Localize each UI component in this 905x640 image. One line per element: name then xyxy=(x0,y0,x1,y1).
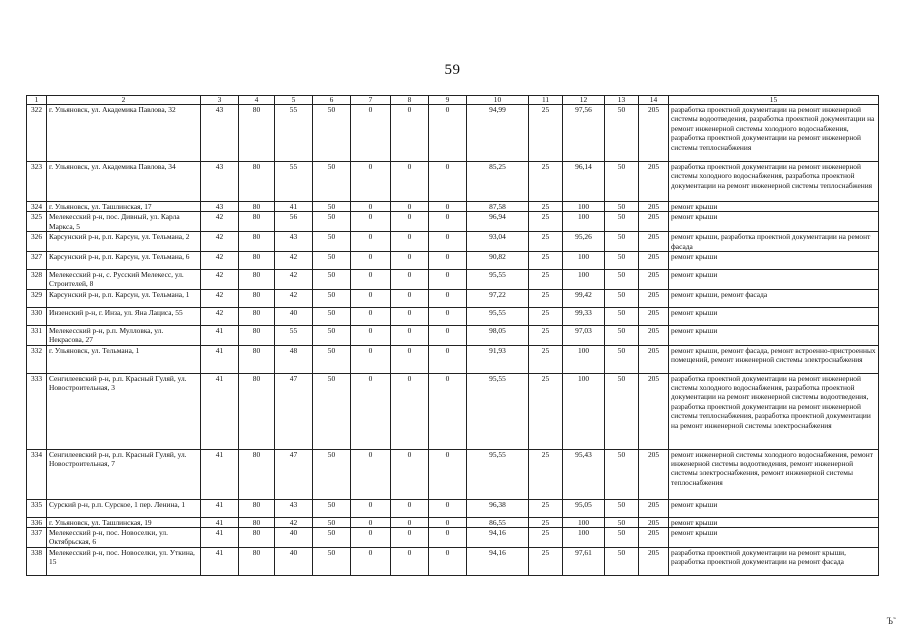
works-cell: ремонт крыши xyxy=(669,307,879,325)
col5-cell: 56 xyxy=(275,212,313,232)
row-number: 333 xyxy=(27,373,47,449)
column-header: 13 xyxy=(605,96,639,105)
col9-cell: 0 xyxy=(429,162,467,202)
col7-cell: 0 xyxy=(351,325,391,345)
col12-cell: 100 xyxy=(563,202,605,212)
col14-cell: 205 xyxy=(639,162,669,202)
col14-cell: 205 xyxy=(639,232,669,252)
row-number: 336 xyxy=(27,517,47,527)
col12-cell: 96,14 xyxy=(563,162,605,202)
page-number: 59 xyxy=(444,62,461,78)
col9-cell: 0 xyxy=(429,202,467,212)
col13-cell: 50 xyxy=(605,270,639,290)
works-cell: ремонт крыши xyxy=(669,270,879,290)
col6-cell: 50 xyxy=(313,499,351,517)
col5-cell: 41 xyxy=(275,202,313,212)
col4-cell: 80 xyxy=(239,345,275,373)
column-header: 7 xyxy=(351,96,391,105)
col8-cell: 0 xyxy=(391,105,429,162)
address-cell: Сенгилеевский р-н, р.п. Красный Гуляй, ул. Новостроительная, 7 xyxy=(47,449,201,499)
col6-cell: 50 xyxy=(313,449,351,499)
col10-cell: 96,94 xyxy=(467,212,529,232)
col3-cell: 42 xyxy=(201,289,239,307)
col12-cell: 100 xyxy=(563,528,605,548)
address-cell: г. Ульяновск, ул. Тельмана, 1 xyxy=(47,345,201,373)
col13-cell: 50 xyxy=(605,345,639,373)
col10-cell: 94,99 xyxy=(467,105,529,162)
works-cell: ремонт крыши xyxy=(669,499,879,517)
col10-cell: 95,55 xyxy=(467,449,529,499)
col3-cell: 41 xyxy=(201,517,239,527)
col5-cell: 42 xyxy=(275,270,313,290)
row-number: 338 xyxy=(27,547,47,575)
col8-cell: 0 xyxy=(391,270,429,290)
col9-cell: 0 xyxy=(429,325,467,345)
address-cell: Мелекесский р-н, пос. Новоселки, ул. Октябрьская, 6 xyxy=(47,528,201,548)
col7-cell: 0 xyxy=(351,547,391,575)
col3-cell: 41 xyxy=(201,499,239,517)
col13-cell: 50 xyxy=(605,449,639,499)
address-cell: г. Ульяновск, ул. Ташлинская, 17 xyxy=(47,202,201,212)
col7-cell: 0 xyxy=(351,517,391,527)
col8-cell: 0 xyxy=(391,289,429,307)
table-row xyxy=(27,517,879,527)
col6-cell: 50 xyxy=(313,373,351,449)
table-row xyxy=(27,289,879,307)
col8-cell: 0 xyxy=(391,162,429,202)
col10-cell: 90,82 xyxy=(467,252,529,270)
col4-cell: 80 xyxy=(239,449,275,499)
col7-cell: 0 xyxy=(351,252,391,270)
col14-cell: 205 xyxy=(639,547,669,575)
table-row xyxy=(27,528,879,548)
col7-cell: 0 xyxy=(351,307,391,325)
col10-cell: 86,55 xyxy=(467,517,529,527)
col5-cell: 40 xyxy=(275,307,313,325)
col3-cell: 41 xyxy=(201,528,239,548)
col3-cell: 41 xyxy=(201,345,239,373)
column-header: 11 xyxy=(529,96,563,105)
col10-cell: 85,25 xyxy=(467,162,529,202)
table-row xyxy=(27,449,879,499)
corner-mark: Ъ̃ xyxy=(886,616,893,626)
table-row xyxy=(27,232,879,252)
col11-cell: 25 xyxy=(529,202,563,212)
col14-cell: 205 xyxy=(639,270,669,290)
col3-cell: 41 xyxy=(201,449,239,499)
works-cell: ремонт крыши xyxy=(669,325,879,345)
col6-cell: 50 xyxy=(313,307,351,325)
col5-cell: 47 xyxy=(275,373,313,449)
col3-cell: 42 xyxy=(201,232,239,252)
column-header: 14 xyxy=(639,96,669,105)
header-row xyxy=(27,96,879,105)
row-number: 332 xyxy=(27,345,47,373)
col7-cell: 0 xyxy=(351,373,391,449)
col11-cell: 25 xyxy=(529,212,563,232)
column-header: 15 xyxy=(669,96,879,105)
col5-cell: 47 xyxy=(275,449,313,499)
works-cell: ремонт крыши xyxy=(669,252,879,270)
col13-cell: 50 xyxy=(605,325,639,345)
col8-cell: 0 xyxy=(391,345,429,373)
col10-cell: 93,04 xyxy=(467,232,529,252)
col14-cell: 205 xyxy=(639,252,669,270)
col9-cell: 0 xyxy=(429,528,467,548)
address-cell: Карсунский р-н, р.п. Карсун, ул. Тельмана, 1 xyxy=(47,289,201,307)
address-cell: Мелекесский р-н, р.п. Мулловка, ул. Некрасова, 27 xyxy=(47,325,201,345)
works-cell: разработка проектной документации на ремонт инженерной системы холодного водоснабжения, разработка проектной документации на ремонт инженерной системы водоотведения, разработка проектной документации на ремонт инженерной системы теплоснабжения, разработка проектной документации на ремонт инженерной системы электроснабжения xyxy=(669,373,879,449)
col8-cell: 0 xyxy=(391,499,429,517)
col6-cell: 50 xyxy=(313,202,351,212)
col11-cell: 25 xyxy=(529,270,563,290)
col14-cell: 205 xyxy=(639,202,669,212)
col4-cell: 80 xyxy=(239,528,275,548)
col6-cell: 50 xyxy=(313,162,351,202)
col3-cell: 42 xyxy=(201,307,239,325)
col4-cell: 80 xyxy=(239,307,275,325)
col12-cell: 100 xyxy=(563,252,605,270)
col7-cell: 0 xyxy=(351,232,391,252)
works-cell: ремонт крыши, разработка проектной документации на ремонт фасада xyxy=(669,232,879,252)
col10-cell: 87,58 xyxy=(467,202,529,212)
col5-cell: 42 xyxy=(275,289,313,307)
works-cell: ремонт крыши, ремонт фасада, ремонт встроенно-пристроенных помещений, ремонт инженерной системы электроснабжения xyxy=(669,345,879,373)
works-cell: ремонт крыши xyxy=(669,212,879,232)
col9-cell: 0 xyxy=(429,547,467,575)
col10-cell: 91,93 xyxy=(467,345,529,373)
col4-cell: 80 xyxy=(239,547,275,575)
col9-cell: 0 xyxy=(429,449,467,499)
col14-cell: 205 xyxy=(639,307,669,325)
col9-cell: 0 xyxy=(429,270,467,290)
col4-cell: 80 xyxy=(239,162,275,202)
row-number: 330 xyxy=(27,307,47,325)
col5-cell: 55 xyxy=(275,162,313,202)
col9-cell: 0 xyxy=(429,373,467,449)
col3-cell: 42 xyxy=(201,252,239,270)
col11-cell: 25 xyxy=(529,449,563,499)
col9-cell: 0 xyxy=(429,499,467,517)
col10-cell: 98,05 xyxy=(467,325,529,345)
col6-cell: 50 xyxy=(313,232,351,252)
col6-cell: 50 xyxy=(313,345,351,373)
col8-cell: 0 xyxy=(391,202,429,212)
column-header: 6 xyxy=(313,96,351,105)
col8-cell: 0 xyxy=(391,212,429,232)
works-cell: ремонт крыши xyxy=(669,202,879,212)
col14-cell: 205 xyxy=(639,345,669,373)
col12-cell: 99,33 xyxy=(563,307,605,325)
col13-cell: 50 xyxy=(605,232,639,252)
works-cell: разработка проектной документации на ремонт инженерной системы водоотведения, разработка проектной документации на ремонт инженерной системы холодного водоснабжения, разработка проектной документации на ремонт инженерной системы теплоснабжения xyxy=(669,105,879,162)
table-body xyxy=(27,105,879,576)
col5-cell: 42 xyxy=(275,252,313,270)
col11-cell: 25 xyxy=(529,547,563,575)
col11-cell: 25 xyxy=(529,162,563,202)
col13-cell: 50 xyxy=(605,499,639,517)
col11-cell: 25 xyxy=(529,528,563,548)
col14-cell: 205 xyxy=(639,517,669,527)
col12-cell: 95,43 xyxy=(563,449,605,499)
col7-cell: 0 xyxy=(351,105,391,162)
col4-cell: 80 xyxy=(239,105,275,162)
col6-cell: 50 xyxy=(313,252,351,270)
col3-cell: 41 xyxy=(201,547,239,575)
col12-cell: 95,26 xyxy=(563,232,605,252)
col10-cell: 96,38 xyxy=(467,499,529,517)
col7-cell: 0 xyxy=(351,270,391,290)
col12-cell: 100 xyxy=(563,212,605,232)
address-cell: Карсунский р-н, р.п. Карсун, ул. Тельмана, 6 xyxy=(47,252,201,270)
col4-cell: 80 xyxy=(239,517,275,527)
works-cell: разработка проектной документации на ремонт инженерной системы холодного водоснабжения, разработка проектной документации на ремонт инженерной системы теплоснабжения xyxy=(669,162,879,202)
col7-cell: 0 xyxy=(351,449,391,499)
col7-cell: 0 xyxy=(351,345,391,373)
col8-cell: 0 xyxy=(391,307,429,325)
col10-cell: 97,22 xyxy=(467,289,529,307)
col11-cell: 25 xyxy=(529,289,563,307)
col6-cell: 50 xyxy=(313,289,351,307)
col13-cell: 50 xyxy=(605,307,639,325)
col5-cell: 48 xyxy=(275,345,313,373)
col12-cell: 97,56 xyxy=(563,105,605,162)
works-cell: разработка проектной документации на ремонт крыши, разработка проектной документации на ремонт фасада xyxy=(669,547,879,575)
col5-cell: 43 xyxy=(275,499,313,517)
col13-cell: 50 xyxy=(605,202,639,212)
works-cell: ремонт инженерной системы холодного водоснабжения, ремонт инженерной системы водоотведения, ремонт инженерной системы электроснабжения, ремонт инженерной системы теплоснабжения xyxy=(669,449,879,499)
col11-cell: 25 xyxy=(529,307,563,325)
col12-cell: 100 xyxy=(563,345,605,373)
col9-cell: 0 xyxy=(429,517,467,527)
col11-cell: 25 xyxy=(529,252,563,270)
col12-cell: 100 xyxy=(563,270,605,290)
works-cell: ремонт крыши, ремонт фасада xyxy=(669,289,879,307)
col8-cell: 0 xyxy=(391,517,429,527)
row-number: 322 xyxy=(27,105,47,162)
column-header: 2 xyxy=(47,96,201,105)
col3-cell: 43 xyxy=(201,202,239,212)
table-row xyxy=(27,373,879,449)
address-cell: Сурский р-н, р.п. Сурское, 1 пер. Ленина, 1 xyxy=(47,499,201,517)
col11-cell: 25 xyxy=(529,232,563,252)
col11-cell: 25 xyxy=(529,325,563,345)
table-row xyxy=(27,252,879,270)
row-number: 337 xyxy=(27,528,47,548)
col3-cell: 42 xyxy=(201,270,239,290)
column-header: 8 xyxy=(391,96,429,105)
table-row xyxy=(27,307,879,325)
row-number: 331 xyxy=(27,325,47,345)
address-cell: Сенгилеевский р-н, р.п. Красный Гуляй, ул. Новостроительная, 3 xyxy=(47,373,201,449)
table-row xyxy=(27,202,879,212)
column-header: 12 xyxy=(563,96,605,105)
col9-cell: 0 xyxy=(429,105,467,162)
address-cell: Карсунский р-н, р.п. Карсун, ул. Тельмана, 2 xyxy=(47,232,201,252)
col11-cell: 25 xyxy=(529,499,563,517)
column-header: 1 xyxy=(27,96,47,105)
address-cell: Мелекесский р-н, пос. Новоселки, ул. Уткина, 15 xyxy=(47,547,201,575)
row-number: 326 xyxy=(27,232,47,252)
col13-cell: 50 xyxy=(605,212,639,232)
col9-cell: 0 xyxy=(429,307,467,325)
col6-cell: 50 xyxy=(313,325,351,345)
col9-cell: 0 xyxy=(429,212,467,232)
col7-cell: 0 xyxy=(351,289,391,307)
col3-cell: 41 xyxy=(201,373,239,449)
col9-cell: 0 xyxy=(429,289,467,307)
row-number: 335 xyxy=(27,499,47,517)
col5-cell: 55 xyxy=(275,325,313,345)
table-row xyxy=(27,547,879,575)
works-cell: ремонт крыши xyxy=(669,528,879,548)
col4-cell: 80 xyxy=(239,270,275,290)
row-number: 324 xyxy=(27,202,47,212)
col13-cell: 50 xyxy=(605,528,639,548)
col6-cell: 50 xyxy=(313,547,351,575)
col4-cell: 80 xyxy=(239,499,275,517)
col14-cell: 205 xyxy=(639,289,669,307)
works-cell: ремонт крыши xyxy=(669,517,879,527)
col8-cell: 0 xyxy=(391,528,429,548)
col10-cell: 94,16 xyxy=(467,528,529,548)
col8-cell: 0 xyxy=(391,232,429,252)
col7-cell: 0 xyxy=(351,212,391,232)
col3-cell: 43 xyxy=(201,105,239,162)
repair-program-table xyxy=(26,95,879,576)
col14-cell: 205 xyxy=(639,325,669,345)
table-row xyxy=(27,212,879,232)
col13-cell: 50 xyxy=(605,373,639,449)
row-number: 329 xyxy=(27,289,47,307)
table-row xyxy=(27,270,879,290)
address-cell: г. Ульяновск, ул. Ташлинская, 19 xyxy=(47,517,201,527)
col12-cell: 100 xyxy=(563,517,605,527)
table-row xyxy=(27,162,879,202)
row-number: 328 xyxy=(27,270,47,290)
col12-cell: 97,03 xyxy=(563,325,605,345)
col14-cell: 205 xyxy=(639,212,669,232)
col9-cell: 0 xyxy=(429,345,467,373)
col11-cell: 25 xyxy=(529,345,563,373)
col4-cell: 80 xyxy=(239,325,275,345)
col13-cell: 50 xyxy=(605,162,639,202)
col4-cell: 80 xyxy=(239,202,275,212)
col13-cell: 50 xyxy=(605,105,639,162)
table-row xyxy=(27,345,879,373)
table-row xyxy=(27,325,879,345)
col14-cell: 205 xyxy=(639,449,669,499)
col11-cell: 25 xyxy=(529,373,563,449)
address-cell: Мелекесский р-н, пос. Дивный, ул. Карла Маркса, 5 xyxy=(47,212,201,232)
col7-cell: 0 xyxy=(351,528,391,548)
col10-cell: 95,55 xyxy=(467,270,529,290)
col6-cell: 50 xyxy=(313,270,351,290)
col14-cell: 205 xyxy=(639,373,669,449)
col4-cell: 80 xyxy=(239,252,275,270)
col14-cell: 205 xyxy=(639,499,669,517)
col6-cell: 50 xyxy=(313,105,351,162)
col12-cell: 97,61 xyxy=(563,547,605,575)
col6-cell: 50 xyxy=(313,528,351,548)
col8-cell: 0 xyxy=(391,547,429,575)
row-number: 334 xyxy=(27,449,47,499)
column-header: 3 xyxy=(201,96,239,105)
col9-cell: 0 xyxy=(429,252,467,270)
col14-cell: 205 xyxy=(639,528,669,548)
column-header: 5 xyxy=(275,96,313,105)
col11-cell: 25 xyxy=(529,105,563,162)
address-cell: Инзенский р-н, г. Инза, ул. Яна Лациса, 55 xyxy=(47,307,201,325)
col8-cell: 0 xyxy=(391,373,429,449)
col8-cell: 0 xyxy=(391,252,429,270)
col10-cell: 95,55 xyxy=(467,373,529,449)
col13-cell: 50 xyxy=(605,289,639,307)
table-header xyxy=(27,96,879,105)
col12-cell: 100 xyxy=(563,373,605,449)
col13-cell: 50 xyxy=(605,252,639,270)
col12-cell: 95,05 xyxy=(563,499,605,517)
col7-cell: 0 xyxy=(351,202,391,212)
column-header: 9 xyxy=(429,96,467,105)
col3-cell: 42 xyxy=(201,212,239,232)
col7-cell: 0 xyxy=(351,162,391,202)
column-header: 10 xyxy=(467,96,529,105)
col7-cell: 0 xyxy=(351,499,391,517)
address-cell: г. Ульяновск, ул. Академика Павлова, 32 xyxy=(47,105,201,162)
col4-cell: 80 xyxy=(239,232,275,252)
col13-cell: 50 xyxy=(605,517,639,527)
col5-cell: 40 xyxy=(275,547,313,575)
col3-cell: 41 xyxy=(201,325,239,345)
row-number: 327 xyxy=(27,252,47,270)
row-number: 325 xyxy=(27,212,47,232)
column-header: 4 xyxy=(239,96,275,105)
table-row xyxy=(27,105,879,162)
table-row xyxy=(27,499,879,517)
address-cell: г. Ульяновск, ул. Академика Павлова, 34 xyxy=(47,162,201,202)
col6-cell: 50 xyxy=(313,212,351,232)
col5-cell: 40 xyxy=(275,528,313,548)
col4-cell: 80 xyxy=(239,289,275,307)
row-number: 323 xyxy=(27,162,47,202)
col3-cell: 43 xyxy=(201,162,239,202)
address-cell: Мелекесский р-н, с. Русский Мелекесс, ул. Строителей, 8 xyxy=(47,270,201,290)
col4-cell: 80 xyxy=(239,212,275,232)
col10-cell: 94,16 xyxy=(467,547,529,575)
col13-cell: 50 xyxy=(605,547,639,575)
col12-cell: 99,42 xyxy=(563,289,605,307)
col11-cell: 25 xyxy=(529,517,563,527)
col5-cell: 43 xyxy=(275,232,313,252)
col8-cell: 0 xyxy=(391,449,429,499)
col5-cell: 42 xyxy=(275,517,313,527)
col8-cell: 0 xyxy=(391,325,429,345)
col14-cell: 205 xyxy=(639,105,669,162)
col6-cell: 50 xyxy=(313,517,351,527)
col4-cell: 80 xyxy=(239,373,275,449)
col10-cell: 95,55 xyxy=(467,307,529,325)
col5-cell: 55 xyxy=(275,105,313,162)
col9-cell: 0 xyxy=(429,232,467,252)
